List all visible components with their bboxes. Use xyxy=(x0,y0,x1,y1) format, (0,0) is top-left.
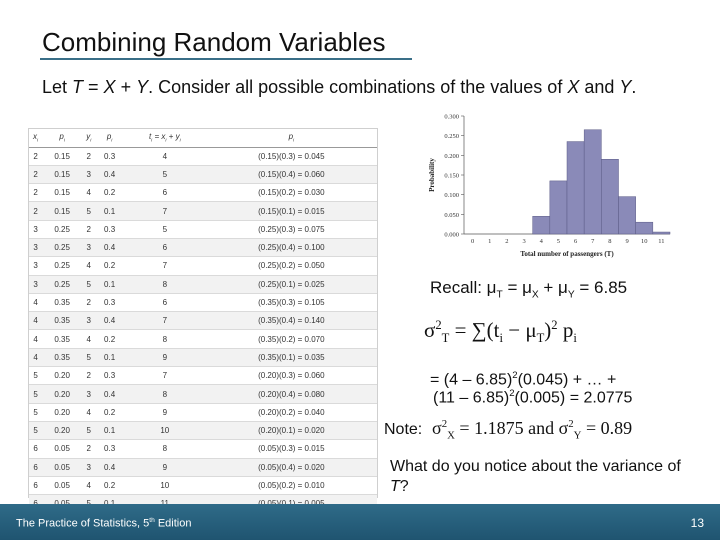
table-cell: 0.1 xyxy=(95,421,124,439)
table-cell: 0.4 xyxy=(95,238,124,256)
table-row xyxy=(29,257,377,275)
table-cell: 5 xyxy=(29,367,42,385)
histogram-bar xyxy=(584,130,601,234)
intro-text: Let T = X + Y. Consider all possible combinations of the values of X and Y. xyxy=(42,77,637,97)
header-pi-x: $p_i$ xyxy=(42,129,82,147)
table-cell: 6 xyxy=(124,293,206,311)
table-cell: 0.2 xyxy=(95,403,124,421)
table-cell: 4 xyxy=(124,147,206,165)
note-label: Note: xyxy=(384,421,423,438)
table-row xyxy=(29,367,377,385)
y-tick-label: 0.300 xyxy=(444,113,459,121)
table-row xyxy=(29,421,377,439)
x-tick-label: 4 xyxy=(539,238,543,245)
table-cell: 0.1 xyxy=(95,202,124,220)
table-cell: 0.2 xyxy=(95,257,124,275)
table-row xyxy=(29,238,377,256)
x-tick-label: 3 xyxy=(522,238,526,245)
table-cell: 2 xyxy=(82,293,95,311)
x-tick-label: 8 xyxy=(608,238,612,245)
table-row xyxy=(29,293,377,311)
table-row xyxy=(29,348,377,366)
table-row xyxy=(29,202,377,220)
table-cell: 0.4 xyxy=(95,458,124,476)
table-cell: 0.05 xyxy=(42,458,82,476)
table-cell: 4 xyxy=(29,348,42,366)
table-cell: (0.25)(0.4) = 0.100 xyxy=(206,238,377,256)
table-cell: 5 xyxy=(29,385,42,403)
table-cell: (0.35)(0.1) = 0.035 xyxy=(206,348,377,366)
table-cell: 7 xyxy=(124,367,206,385)
table-cell: 0.25 xyxy=(42,275,82,293)
table-cell: 10 xyxy=(124,476,206,494)
table-cell: 2 xyxy=(82,220,95,238)
table-cell: 9 xyxy=(124,458,206,476)
table-row xyxy=(29,385,377,403)
histogram-bar xyxy=(653,232,670,234)
table-cell: 5 xyxy=(82,421,95,439)
table-cell: 9 xyxy=(124,348,206,366)
table-row xyxy=(29,147,377,165)
table-row xyxy=(29,458,377,476)
table-cell: (0.35)(0.4) = 0.140 xyxy=(206,312,377,330)
y-tick-label: 0.050 xyxy=(444,211,459,219)
table-cell: (0.15)(0.2) = 0.030 xyxy=(206,184,377,202)
table-cell: 0.2 xyxy=(95,184,124,202)
y-tick-label: 0.000 xyxy=(444,231,459,239)
header-xi: $x_i$ xyxy=(29,129,42,147)
table-cell: (0.20)(0.3) = 0.060 xyxy=(206,367,377,385)
table-cell: 0.2 xyxy=(95,330,124,348)
table-cell: 7 xyxy=(124,312,206,330)
x-tick-label: 6 xyxy=(573,238,578,245)
table-cell: 3 xyxy=(82,238,95,256)
x-tick-label: 11 xyxy=(658,238,665,245)
table-cell: 0.15 xyxy=(42,147,82,165)
variance-formula: $\sigma^2_T = \sum(t_i - \mu_T)^2$ $p_i$ xyxy=(424,318,577,346)
slide-title: Combining Random Variables xyxy=(42,27,386,57)
table-cell: 0.35 xyxy=(42,293,82,311)
table-cell: 5 xyxy=(82,275,95,293)
table-cell: 8 xyxy=(124,275,206,293)
table-row xyxy=(29,275,377,293)
header-pi-t: $p_i$ xyxy=(206,129,377,147)
table-cell: (0.35)(0.3) = 0.105 xyxy=(206,293,377,311)
table-cell: 2 xyxy=(29,184,42,202)
table-cell: 5 xyxy=(82,348,95,366)
y-tick-label: 0.250 xyxy=(444,133,459,141)
table-cell: 0.20 xyxy=(42,421,82,439)
x-tick-label: 7 xyxy=(591,238,595,245)
histogram-bar xyxy=(533,216,550,234)
table-cell: 0.4 xyxy=(95,385,124,403)
table-cell: 3 xyxy=(82,458,95,476)
combinations-table xyxy=(28,128,378,498)
y-tick-label: 0.150 xyxy=(444,172,459,180)
table-cell: 2 xyxy=(82,440,95,458)
table-row xyxy=(29,476,377,494)
table-cell: 3 xyxy=(82,385,95,403)
x-tick-label: 1 xyxy=(488,238,492,245)
table-cell: 7 xyxy=(124,257,206,275)
table-cell: (0.05)(0.4) = 0.020 xyxy=(206,458,377,476)
calculation-line-1: = (4 – 6.85)$^2$(0.045) + … + xyxy=(430,370,617,389)
table-cell: (0.15)(0.3) = 0.045 xyxy=(206,147,377,165)
table-cell: 5 xyxy=(124,165,206,183)
title-underline xyxy=(40,58,412,60)
table-cell: 8 xyxy=(124,440,206,458)
table-cell: 4 xyxy=(82,330,95,348)
table-header-row xyxy=(29,129,377,147)
table-cell: 5 xyxy=(29,403,42,421)
table-cell: 0.05 xyxy=(42,440,82,458)
table-cell: 0.35 xyxy=(42,348,82,366)
table-cell: 0.20 xyxy=(42,385,82,403)
table-row xyxy=(29,165,377,183)
table-cell: 3 xyxy=(29,275,42,293)
x-axis-label: Total number of passengers (T) xyxy=(520,250,614,258)
question-text: What do you notice about the variance of T? xyxy=(390,458,681,495)
table-cell: (0.05)(0.3) = 0.015 xyxy=(206,440,377,458)
table-cell: 6 xyxy=(29,440,42,458)
table-cell: (0.15)(0.4) = 0.060 xyxy=(206,165,377,183)
table-cell: 4 xyxy=(29,330,42,348)
table-cell: 5 xyxy=(29,421,42,439)
table-cell: (0.15)(0.1) = 0.015 xyxy=(206,202,377,220)
table-cell: 2 xyxy=(29,165,42,183)
table-cell: 0.3 xyxy=(95,440,124,458)
table-cell: 0.35 xyxy=(42,330,82,348)
histogram-bar xyxy=(636,222,653,234)
table-cell: 3 xyxy=(82,312,95,330)
table-cell: (0.35)(0.2) = 0.070 xyxy=(206,330,377,348)
header-pi-y: $p_i$ xyxy=(95,129,124,147)
table-cell: 0.25 xyxy=(42,257,82,275)
table-cell: 9 xyxy=(124,403,206,421)
x-tick-label: 2 xyxy=(505,238,509,245)
note-variances: $\sigma^2_X = 1.1875$ and $\sigma^2_Y = 0.89$ xyxy=(432,418,633,442)
header-yi: $y_i$ xyxy=(82,129,95,147)
table-cell: 3 xyxy=(29,220,42,238)
table-cell: (0.25)(0.2) = 0.050 xyxy=(206,257,377,275)
table-cell: 8 xyxy=(124,385,206,403)
table-cell: 4 xyxy=(82,476,95,494)
table-cell: 0.4 xyxy=(95,165,124,183)
y-tick-label: 0.100 xyxy=(444,192,459,200)
table-cell: 0.35 xyxy=(42,312,82,330)
table-cell: 0.1 xyxy=(95,348,124,366)
histogram-bar xyxy=(601,159,618,234)
table-row xyxy=(29,312,377,330)
calculation-line-2: (11 – 6.85)$^2$(0.005) = 2.0775 xyxy=(433,388,633,407)
table-cell: 10 xyxy=(124,421,206,439)
table-cell: 6 xyxy=(29,476,42,494)
table-cell: 3 xyxy=(29,238,42,256)
table-row xyxy=(29,440,377,458)
table-cell: 0.25 xyxy=(42,238,82,256)
table-row xyxy=(29,184,377,202)
histogram-bar xyxy=(550,181,567,234)
table-cell: 0.3 xyxy=(95,147,124,165)
table-cell: 4 xyxy=(82,257,95,275)
recall-mean-text: Recall: $\mu_T = \mu_X + \mu_Y = 6.85$ xyxy=(430,278,628,301)
table-row xyxy=(29,220,377,238)
footer-book-title: The Practice of Statistics, 5th Edition xyxy=(16,517,192,530)
table-cell: (0.20)(0.1) = 0.020 xyxy=(206,421,377,439)
table-cell: (0.20)(0.2) = 0.040 xyxy=(206,403,377,421)
table-cell: 0.05 xyxy=(42,476,82,494)
table-cell: 4 xyxy=(29,312,42,330)
table-cell: 0.15 xyxy=(42,165,82,183)
table-cell: 0.20 xyxy=(42,367,82,385)
x-tick-label: 10 xyxy=(641,238,648,245)
table-row xyxy=(29,403,377,421)
table-row xyxy=(29,330,377,348)
probability-histogram xyxy=(424,108,678,266)
x-tick-label: 9 xyxy=(625,238,629,245)
table-cell: 0.1 xyxy=(95,275,124,293)
y-axis-label: Probability xyxy=(428,158,436,192)
table-cell: 6 xyxy=(124,238,206,256)
table-cell: (0.20)(0.4) = 0.080 xyxy=(206,385,377,403)
table-cell: (0.25)(0.1) = 0.025 xyxy=(206,275,377,293)
table-cell: 8 xyxy=(124,330,206,348)
table-cell: 6 xyxy=(29,458,42,476)
table-cell: 0.2 xyxy=(95,476,124,494)
table-cell: 5 xyxy=(82,202,95,220)
table-cell: 0.3 xyxy=(95,367,124,385)
table-cell: 3 xyxy=(29,257,42,275)
table-cell: 7 xyxy=(124,202,206,220)
histogram-bar xyxy=(567,142,584,234)
table-cell: 2 xyxy=(29,202,42,220)
table-cell: (0.05)(0.2) = 0.010 xyxy=(206,476,377,494)
table-cell: 2 xyxy=(29,147,42,165)
table-cell: 0.3 xyxy=(95,220,124,238)
table-cell: 0.15 xyxy=(42,202,82,220)
table-cell: 2 xyxy=(82,147,95,165)
y-tick-label: 0.200 xyxy=(444,152,459,160)
table-cell: 0.20 xyxy=(42,403,82,421)
x-tick-label: 0 xyxy=(470,238,475,245)
table-cell: 4 xyxy=(82,184,95,202)
table-cell: 6 xyxy=(124,184,206,202)
header-ti: $t_i = x_i + y_i$ xyxy=(124,129,206,147)
table-cell: (0.25)(0.3) = 0.075 xyxy=(206,220,377,238)
table-cell: 4 xyxy=(29,293,42,311)
table-cell: 0.4 xyxy=(95,312,124,330)
table-cell: 0.15 xyxy=(42,184,82,202)
table-cell: 0.25 xyxy=(42,220,82,238)
table-cell: 5 xyxy=(124,220,206,238)
table-cell: 2 xyxy=(82,367,95,385)
page-number: 13 xyxy=(690,516,704,530)
table-cell: 3 xyxy=(82,165,95,183)
footer-bar xyxy=(0,504,720,540)
table-cell: 0.3 xyxy=(95,293,124,311)
table-cell: 4 xyxy=(82,403,95,421)
x-tick-label: 5 xyxy=(556,238,561,245)
histogram-bar xyxy=(619,197,636,234)
